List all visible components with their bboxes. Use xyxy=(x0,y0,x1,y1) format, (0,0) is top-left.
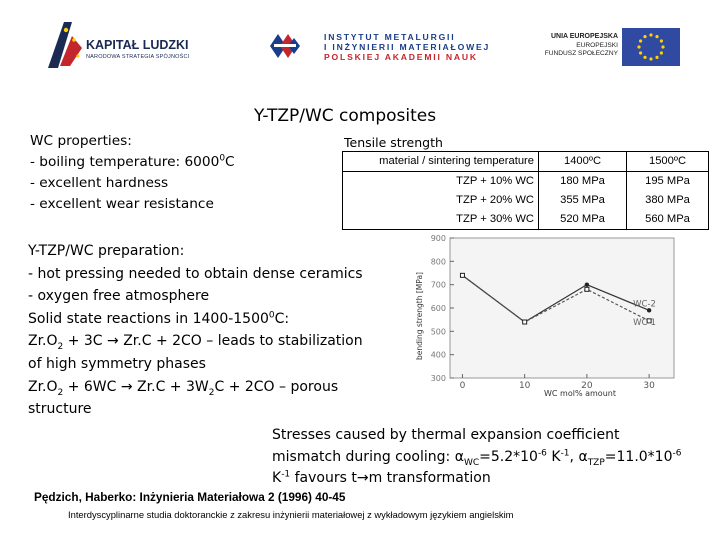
bending-strength-chart xyxy=(412,232,680,408)
kapital-ludzki-name: KAPITAŁ LUDZKI xyxy=(86,38,189,52)
x-tick-label: 0 xyxy=(459,381,466,391)
kapital-ludzki-subtitle: NARODOWA STRATEGIA SPÓJNOŚCI xyxy=(86,54,190,60)
y-tick-label: 400 xyxy=(430,350,446,360)
stress-line: $K^{-1}$ favours t→m transformation xyxy=(272,469,491,486)
preparation-line: of high symmetry phases xyxy=(28,355,206,372)
y-tick-label: 800 xyxy=(430,257,446,267)
y-tick-label: 600 xyxy=(430,304,446,313)
preparation-text xyxy=(28,240,363,421)
series-label: WC-1 xyxy=(633,317,656,328)
wc-properties-heading: WC properties: xyxy=(30,133,132,149)
y-tick-label: 900 xyxy=(430,234,446,243)
eu-line-1: UNIA EUROPEJSKA xyxy=(550,33,618,40)
x-tick-label: 20 xyxy=(581,381,593,391)
imim-pan-logo-icon xyxy=(268,30,302,62)
imim-line-2: I INŻYNIERII MATERIAŁOWEJ xyxy=(324,42,491,52)
stress-text xyxy=(272,425,712,490)
eu-flag-icon xyxy=(622,28,680,66)
x-tick-label: 10 xyxy=(518,381,531,391)
reference: Pędzich, Haberko: Inżynieria Materiałowa 2 (1996) 40-45 xyxy=(34,490,346,504)
data-point xyxy=(585,287,589,291)
eu-line-3: FUNDUSZ SPOŁECZNY xyxy=(544,50,618,58)
y-tick-label: 500 xyxy=(430,327,446,337)
table-row xyxy=(343,152,709,172)
footer-text: Interdyscyplinarne studia doktoranckie z zakresu inżynierii materiałowej z wykładowym językiem angielskim xyxy=(68,509,514,520)
wc-properties xyxy=(30,131,235,215)
eu-line-2: EUROPEJSKI xyxy=(576,41,618,49)
table-cell: 195 MPa 380 MPa 560 MPa xyxy=(627,172,709,230)
preparation-line: - oxygen free atmosphere xyxy=(28,288,210,305)
imim-line-3: POLSKIEJ AKADEMII NAUK xyxy=(324,52,478,62)
tensile-table xyxy=(342,151,709,230)
y-tick-label: 700 xyxy=(430,280,446,290)
data-point xyxy=(460,273,464,277)
stress-line: Stresses caused by thermal expansion coefficient xyxy=(272,427,620,443)
reaction-1: $Zr.O_2 + 3C \to Zr.C + 2CO$ – leads to stabilization xyxy=(28,333,363,353)
table-header-cell: 1400ºC xyxy=(539,152,627,172)
data-point xyxy=(585,282,589,286)
reaction-2: $Zr.O_2 + 6WC \to Zr.C + 3W_2C + 2CO$ – porous xyxy=(28,378,339,398)
y-tick-label: 300 xyxy=(430,374,446,383)
preparation-line: structure xyxy=(28,401,92,418)
x-axis-label: WC mol% amount xyxy=(544,389,616,398)
x-tick-label: 30 xyxy=(643,381,655,391)
series-label: WC-2 xyxy=(633,299,656,310)
preparation-line: - hot pressing needed to obtain dense ceramics xyxy=(28,265,363,282)
table-cell: 180 MPa 355 MPa 520 MPa xyxy=(539,172,627,230)
preparation-heading: Y-TZP/WC preparation: xyxy=(28,243,185,259)
y-axis-label: bending strength [MPa] xyxy=(415,272,424,360)
property-wear: - excellent wear resistance xyxy=(30,196,214,212)
property-hardness: - excellent hardness xyxy=(30,175,169,191)
table-cell: TZP + 10% WC TZP + 20% WC TZP + 30% WC xyxy=(343,172,539,230)
imim-pan-name xyxy=(324,32,490,62)
table-row xyxy=(343,172,709,230)
table-header-cell: 1500ºC xyxy=(627,152,709,172)
imim-line-1: INSTYTUT METALURGII xyxy=(324,32,456,42)
eu-fund-text xyxy=(542,33,618,59)
table-header-cell: material / sintering temperature xyxy=(343,152,539,172)
slide-title: Y-TZP/WC composites xyxy=(254,106,437,126)
property-boiling: - boiling temperature: 6000$^0$C xyxy=(30,153,235,170)
stress-line: mismatch during cooling: $\alpha_{WC}=5.2*10^{-6}$ $K^{-1}$, $\alpha_{TZP}=11.0*10^{-6}$ xyxy=(272,447,682,468)
data-point xyxy=(523,320,527,324)
preparation-line: Solid state reactions in 1400-1500$^0$C: xyxy=(28,310,290,327)
tensile-title: Tensile strength xyxy=(344,135,443,150)
